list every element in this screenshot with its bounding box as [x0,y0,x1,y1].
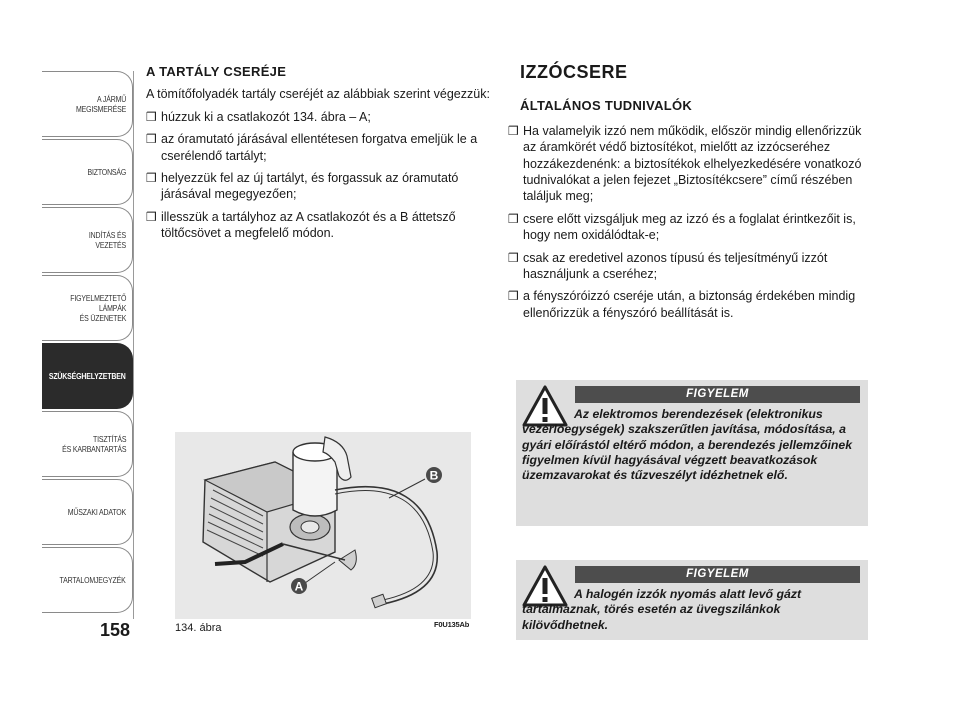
side-divider [133,71,134,619]
tab-figyelmezteto-lampak[interactable] [42,275,133,341]
bullet-box-icon: ❒ [146,209,157,224]
right-column [508,64,868,327]
compressor-illustration [175,432,471,619]
warning-box-electrical [516,380,868,526]
figure-caption: 134. ábra [175,622,222,634]
warning-heading: FIGYELEM [575,386,860,403]
bullet-box-icon: ❒ [146,132,157,147]
warning-text: Az elektromos berendezések (elektronikus vezérlőegységek) szakszerűtlen javítása, módosítása, a gyári előírástól eltérő módon, a berendezés jellemzőinek figyelmen kívül hagyásával végzett beavatkozások üzemzavarokat és tűzveszélyt idézhetnek elő. [522,407,853,483]
list-item: ❒ az óramutató járásával ellentétesen forgatva emeljük le a cserélendő tartályt; [146,132,478,163]
tab-label: TARTALOMJEGYZÉK [59,575,126,585]
list-item: ❒ Ha valamelyik izzó nem működik, először mindig ellenőrizzük az áramkörét védő biztosítékot, mielőtt az izzócseréhez hozzákezdenénk: a biztosítékok elhelyezkedésére vonatkozó tudnivalókat a jelen fejezet „Biztosítékcsere” című részében találjuk meg; [508,123,862,204]
page-number: 158 [100,620,131,640]
callout-a-label: A [294,579,304,594]
tab-biztonsag[interactable] [42,139,133,205]
bullet-box-icon: ❒ [508,250,519,265]
bullet-box-icon: ❒ [508,289,519,304]
tab-label: A JÁRMŰ MEGISMERÉSE [75,94,126,114]
section-heading: A TARTÁLY CSERÉJE [146,64,287,79]
tab-a-jarmu-megismerese[interactable] [42,71,133,137]
list-item: ❒ illesszük a tartályhoz az A csatlakozót és a B áttetsző töltőcsövet a megfelelő módon. [146,209,456,241]
list-item: ❒ helyezzük fel az új tartályt, és forgassuk az óramutató járásával megegyezően; [146,171,459,202]
list-item: ❒ húzzuk ki a csatlakozót 134. ábra – A; [146,109,371,124]
list-item: ❒ csere előtt vizsgáljuk meg az izzó és a foglalat érintkezőit is, hogy nem oxidálódtak-e; [508,211,856,243]
tab-label: MŰSZAKI ADATOK [67,507,126,517]
bullet-box-icon: ❒ [508,123,519,138]
tab-inditas-es-vezetes[interactable] [42,207,133,273]
warning-heading: FIGYELEM [575,566,860,583]
list-item: ❒ csak az eredetivel azonos típusú és teljesítményű izzót használjunk a cseréhez; [508,250,828,282]
tab-label: SZÜKSÉGHELYZETBEN [49,371,126,381]
compressor-figure [175,432,471,619]
chapter-title: IZZÓCSERE [520,62,628,82]
figure-code: F0U135Ab [434,620,470,629]
warning-box-halogen [516,560,868,640]
bullet-box-icon: ❒ [508,211,519,226]
section-heading: ÁLTALÁNOS TUDNIVALÓK [520,98,693,114]
tab-label: FIGYELMEZTETŐ LÁMPÁK ÉS ÜZENETEK [70,293,126,323]
tab-label: TISZTÍTÁS ÉS KARBANTARTÁS [61,434,126,454]
tab-label: BIZTONSÁG [87,167,126,177]
left-column [146,64,491,248]
warning-text: A halogén izzók nyomás alatt levő gázt tartalmaznak, törés esetén az üvegszilánkok kilövődhetnek. [522,587,802,632]
tab-label: INDÍTÁS ÉS VEZETÉS [88,230,126,250]
tab-tisztitas-es-karbantartas[interactable] [42,411,133,477]
bullet-box-icon: ❒ [146,109,157,124]
intro-paragraph: A tömítőfolyadék tartály cseréjét az alábbiak szerint végezzük: [146,87,490,102]
bullet-box-icon: ❒ [146,171,157,186]
list-item: ❒ a fényszóróizzó cseréje után, a biztonság érdekében mindig ellenőrizzük a fényszóró beállítását is. [508,289,856,320]
tab-tartalomjegyzek[interactable] [42,547,133,613]
tab-muszaki-adatok[interactable] [42,479,133,545]
tab-szukseghelyzetben[interactable] [42,343,133,409]
callout-b-label: B [429,468,439,483]
